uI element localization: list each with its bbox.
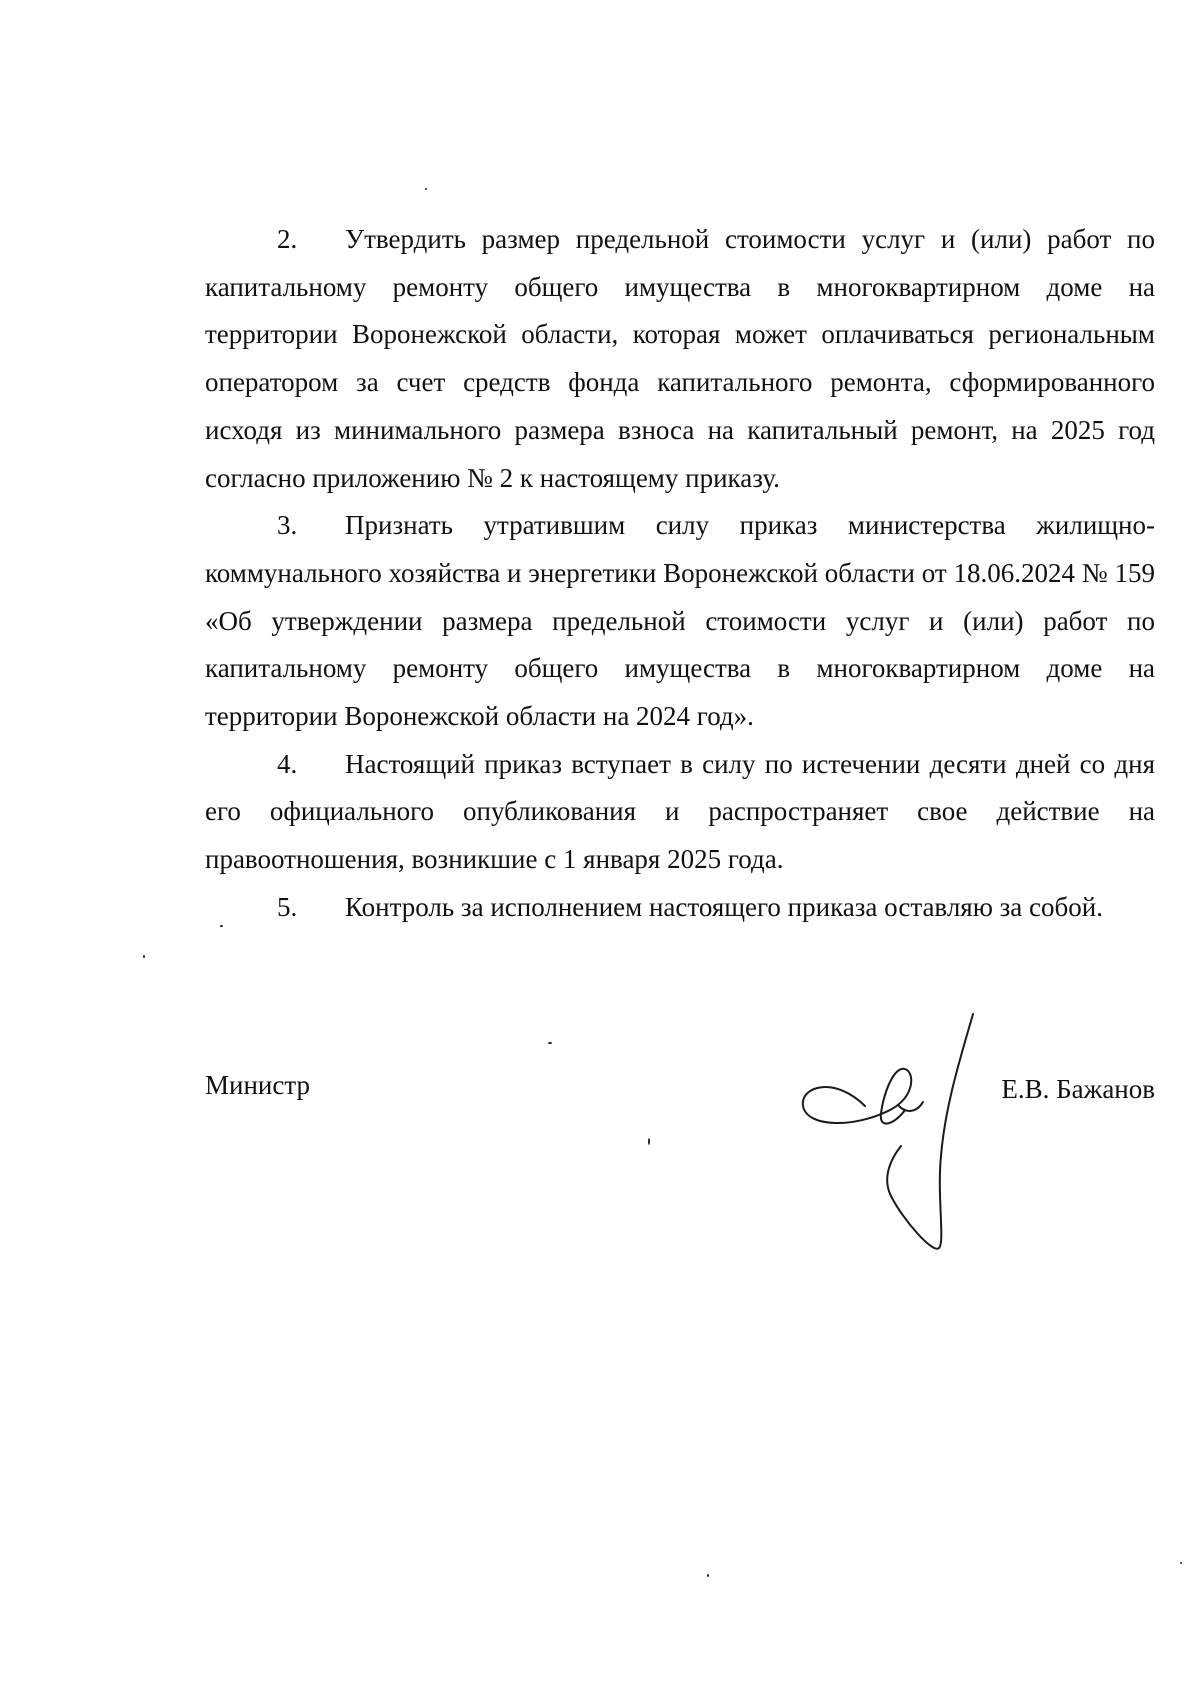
clause-5 [205,884,1155,932]
scan-speck [648,1138,650,1145]
clause-4 [205,741,1155,884]
signature-block [205,1070,1155,1260]
scan-speck [425,188,427,190]
clause-text: Настоящий приказ вступает в силу по истечении десяти дней со дня его официального опубликования и распространяет свое действие на правоотношения, возникшие с 1 января 2025 года. [205,748,1155,875]
clause-number: 5. [277,891,298,922]
scan-speck [1180,1562,1182,1564]
handwritten-signature [795,1006,985,1256]
clause-2 [205,216,1155,502]
clause-text: Утвердить размер предельной стоимости услуг и (или) работ по капитальному ремонту общего имущества в многоквартирном доме на территории Воронежской области, которая может оплачиваться региональным оператором за счет средств фонда капитального ремонта, сформированного исходя из минимального размера взноса на капитальный ремонт, на 2025 год согласно приложению № 2 к настоящему приказу. [205,224,1155,493]
clause-3 [205,502,1155,741]
scan-speck [707,1574,709,1577]
clause-number: 3. [277,510,298,541]
scan-speck [220,925,223,927]
scan-speck [143,955,145,958]
signer-name: Е.В. Бажанов [1001,1074,1155,1104]
scan-speck [548,1042,552,1044]
clause-number: 2. [277,224,298,254]
signer-position: Министр [205,1070,310,1100]
clause-text: Признать утратившим силу приказ министерства жилищно-коммунального хозяйства и энергетики Воронежской области от 18.06.2024 № 159 «Об утверждении размера предельной стоимости услуг и (или) работ по капитальному ремонту общего имущества в многоквартирном доме на территории Воронежской области на 2024 год». [205,510,1155,732]
clause-text: Контроль за исполнением настоящего приказа оставляю за собой. [345,891,1103,922]
clause-number: 4. [277,748,298,779]
document-body [205,216,1155,932]
